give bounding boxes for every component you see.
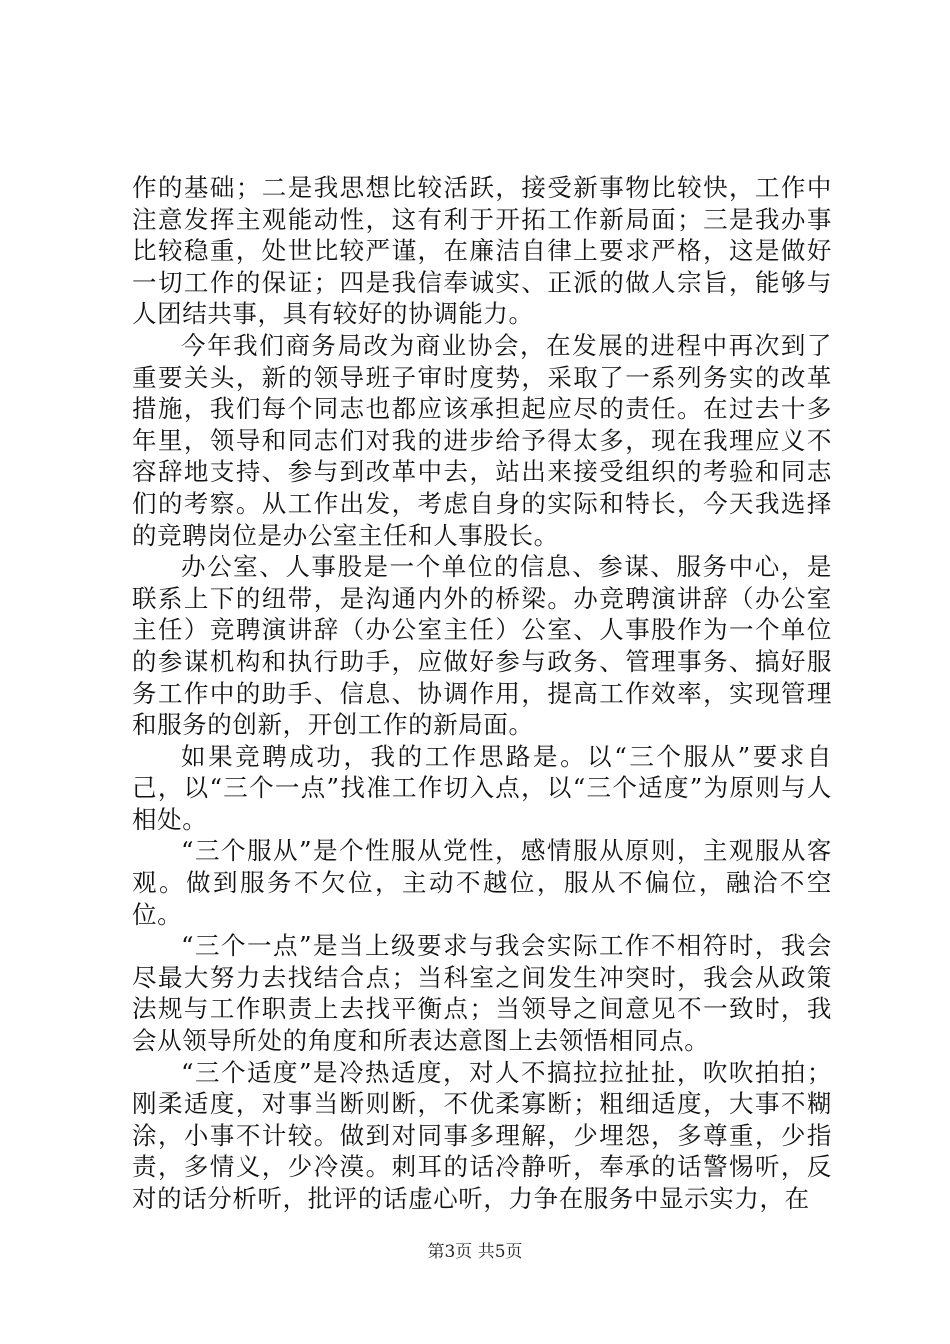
paragraph-4: 如果竞聘成功，我的工作思路是。以“三个服从”要求自己，以“三个一点”找准工作切入点，以“三个适度”为原则与人相处。 bbox=[132, 741, 832, 834]
paragraph-7: “三个适度”是冷热适度，对人不搞拉拉扯扯，吹吹拍拍；刚柔适度，对事当断则断，不优柔寡断；粗细适度，大事不糊涂，小事不计较。做到对同事多理解，少埋怨，多尊重，少指责，多情义，少冷漠。刺耳的话冷静听，奉承的话警惕听，反对的话分析听，批评的话虚心听，力争在服务中显示实力，在 bbox=[132, 1057, 832, 1213]
document-body bbox=[132, 172, 832, 1215]
page-footer bbox=[0, 1240, 950, 1264]
paragraph-2: 今年我们商务局改为商业协会，在发展的进程中再次到了重要关头，新的领导班子审时度势，采取了一系列务实的改革措施，我们每个同志也都应该承担起应尽的责任。在过去十多年里，领导和同志们对我的进步给予得太多，现在我理应义不容辞地支持、参与到改革中去，站出来接受组织的考验和同志们的考察。从工作出发，考虑自身的实际和特长，今天我选择的竞聘岗位是办公室主任和人事股长。 bbox=[132, 330, 832, 550]
paragraph-6: “三个一点”是当上级要求与我会实际工作不相符时，我会尽最大努力去找结合点；当科室之间发生冲突时，我会从政策法规与工作职责上去找平衡点；当领导之间意见不一致时，我会从领导所处的角度和所表达意图上去领悟相同点。 bbox=[132, 931, 832, 1056]
paragraph-3: 办公室、人事股是一个单位的信息、参谋、服务中心，是联系上下的纽带，是沟通内外的桥梁。办竞聘演讲辞（办公室主任）竞聘演讲辞（办公室主任）公室、人事股作为一个单位的参谋机构和执行助手，应做好参与政务、管理事务、搞好服务工作中的助手、信息、协调作用，提高工作效率，实现管理和服务的创新，开创工作的新局面。 bbox=[132, 552, 832, 740]
paragraph-1: 作的基础；二是我思想比较活跃，接受新事物比较快，工作中注意发挥主观能动性，这有利于开拓工作新局面；三是我办事比较稳重，处世比较严谨，在廉洁自律上要求严格，这是做好一切工作的保证；四是我信奉诚实、正派的做人宗旨，能够与人团结共事，具有较好的协调能力。 bbox=[132, 173, 832, 329]
paragraph-5: “三个服从”是个性服从党性，感情服从原则，主观服从客观。做到服务不欠位，主动不越位，服从不偏位，融洽不空位。 bbox=[132, 836, 832, 929]
page-number: 第3页 共5页 bbox=[427, 1242, 523, 1262]
